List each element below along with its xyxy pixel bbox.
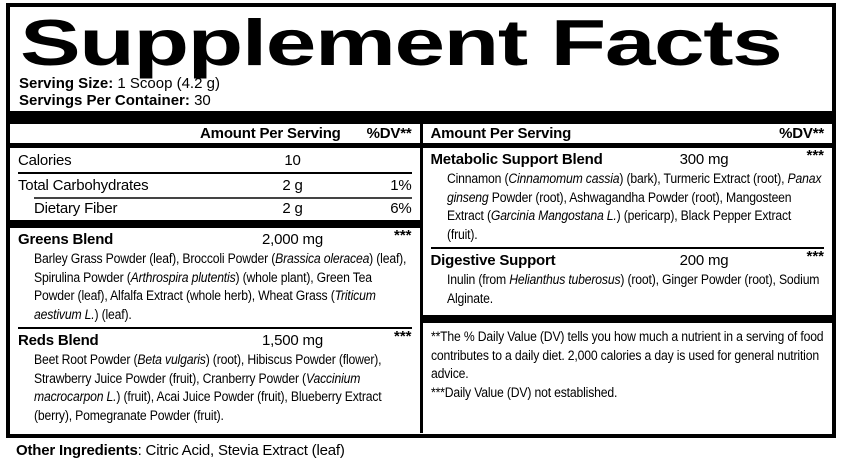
- blend-amount: 2,000 mg: [262, 231, 323, 248]
- footnotes: [431, 325, 825, 402]
- blend-name: Digestive Support: [430, 252, 556, 269]
- blend-name: Reds Blend: [18, 332, 99, 349]
- blend-separator-right: [431, 247, 825, 249]
- supplement-facts-label: [6, 3, 836, 438]
- blend-dv: ***: [393, 328, 412, 345]
- nutrient-name: Total Carbohydrates: [18, 177, 149, 194]
- nutrient-name: Dietary Fiber: [34, 200, 118, 217]
- left-column: [10, 124, 420, 433]
- serving-size-label: Serving Size:: [19, 75, 114, 92]
- blend-amount: 1,500 mg: [262, 332, 323, 349]
- right-column: [423, 124, 833, 433]
- blend-name: Greens Blend: [18, 231, 114, 248]
- serving-size-value: 1 Scoop (4.2 g): [117, 75, 220, 92]
- blend-dv: ***: [806, 248, 824, 265]
- nutrient-row-dietary-fiber: [18, 197, 412, 220]
- amount-per-serving-header-left: Amount Per Serving: [200, 125, 341, 142]
- other-ingredients-value: : Citric Acid, Stevia Extract (leaf): [137, 442, 345, 459]
- right-column-header: [431, 124, 825, 142]
- blend-row-reds: [18, 328, 412, 350]
- nutrient-dv: 1%: [390, 177, 412, 194]
- other-ingredients-label: Other Ingredients: [16, 442, 138, 459]
- servings-per-container-value: 30: [194, 92, 211, 109]
- blend-name: Metabolic Support Blend: [430, 151, 603, 168]
- blend-ingredients-greens: Barley Grass Powder (leaf), Broccoli Powder (Brassica oleracea) (leaf), Spirulina Powder (Arthrospira plutentis) (whole plant), Green Tea Powder (leaf), Alfalfa Extract (whole herb), Wheat Grass (Triticum aestivum L.) (leaf).: [34, 251, 407, 323]
- nutrient-name: Calories: [18, 151, 72, 169]
- nutrient-amount: 2 g: [282, 200, 303, 217]
- section-divider-bar-left: [10, 220, 420, 228]
- blend-row-metabolic-support: [430, 147, 825, 169]
- blend-dv: ***: [806, 147, 824, 164]
- blend-ingredients-reds: Beet Root Powder (Beta vulgaris) (root), Hibiscus Powder (flower), Strawberry Juice Powder (fruit), Cranberry Powder (Vaccinium macrocarpon L.) (fruit), Acai Juice Powder (fruit), Blueberry Extract (berry), Pomegranate Powder (fruit).: [34, 352, 382, 424]
- servings-per-container-label: Servings Per Container:: [19, 92, 190, 109]
- blend-dv: ***: [393, 227, 412, 244]
- header-divider-bar-right: [423, 143, 833, 148]
- page-title-text: Supplement Facts: [20, 6, 782, 79]
- footnote-divider-bar: [423, 315, 833, 323]
- footnote-dv-definition: **The % Daily Value (DV) tells you how much a nutrient in a serving of food contributes to a daily diet. 2,000 calories a day is used for general nutrition advice.: [430, 329, 823, 382]
- blend-row-digestive-support: [430, 248, 825, 270]
- amount-per-serving-header-right: Amount Per Serving: [430, 125, 572, 142]
- dv-header-left: %DV**: [366, 125, 412, 142]
- blend-separator-left: [18, 327, 412, 329]
- dv-header-right: %DV**: [779, 125, 824, 142]
- blend-row-greens: [18, 227, 412, 249]
- facts-columns: [10, 124, 832, 433]
- footnote-dv-not-established: ***Daily Value (DV) not established.: [430, 384, 617, 401]
- nutrient-dv: 6%: [390, 200, 412, 217]
- page-title: [10, 6, 832, 79]
- other-ingredients-line: [16, 442, 345, 459]
- blend-amount: 300 mg: [679, 151, 729, 168]
- nutrient-amount: 2 g: [282, 177, 303, 194]
- left-column-header: [18, 124, 412, 142]
- nutrient-row-calories: [18, 148, 412, 172]
- servings-per-container-line: [10, 92, 832, 109]
- top-divider-bar: [10, 111, 832, 124]
- blend-ingredients-metabolic-support: Cinnamon (Cinnamomum cassia) (bark), Turmeric Extract (root), Panax ginseng Powder (root), Ashwagandha Powder (root), Mangosteen Extract (Garcinia Mangostana L.) (pericarp), Black Pepper Extract (fruit).: [446, 171, 821, 243]
- blend-ingredients-digestive-support: Inulin (from Helianthus tuberosus) (root), Ginger Powder (root), Sodium Alginate.: [446, 272, 819, 307]
- blend-amount: 200 mg: [679, 252, 729, 269]
- nutrient-amount: 10: [284, 151, 301, 169]
- nutrient-row-total-carbohydrates: [18, 172, 412, 197]
